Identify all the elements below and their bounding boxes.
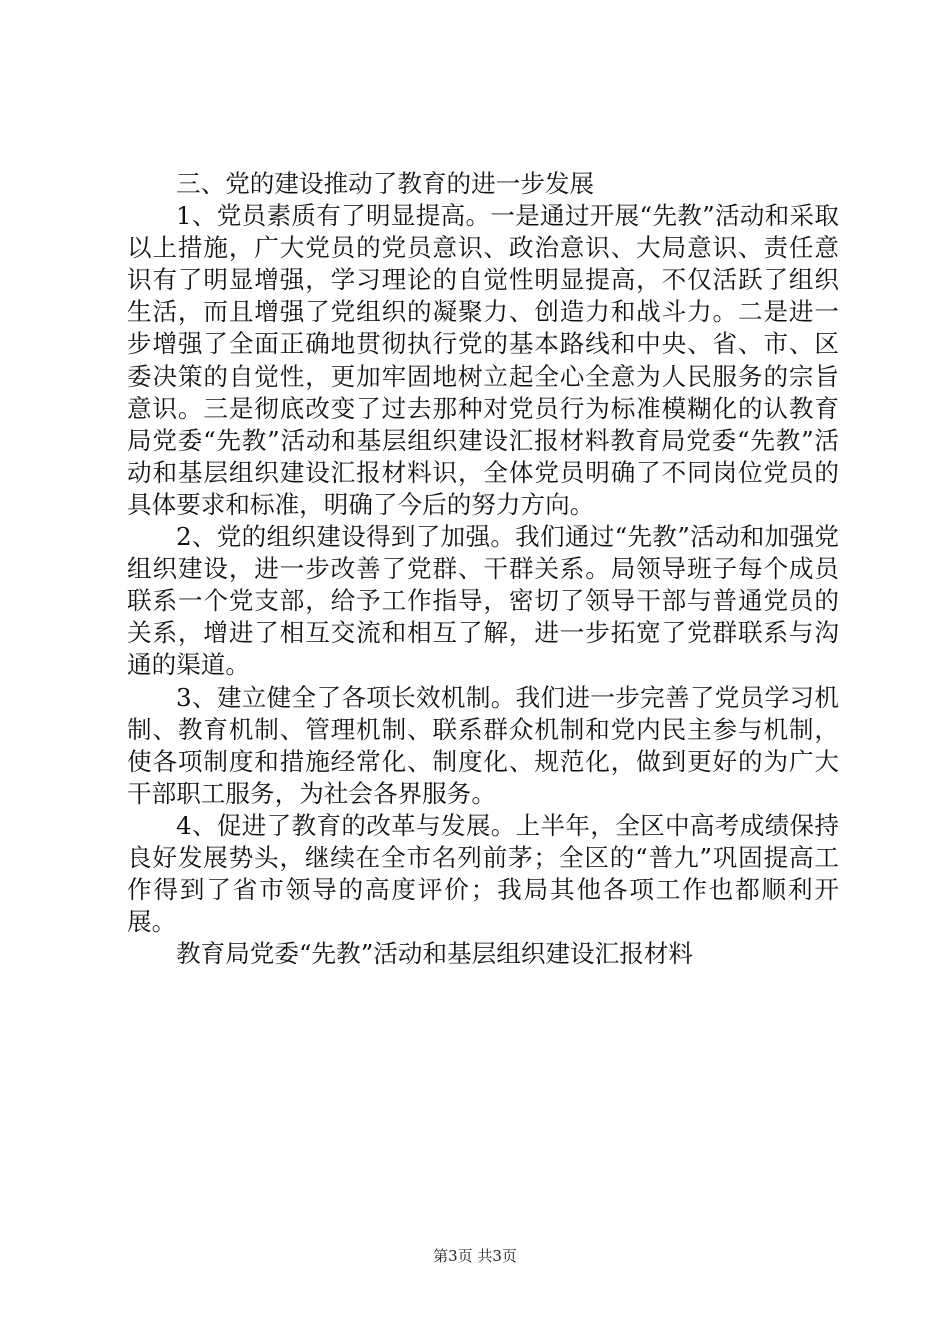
paragraph-4: 4、促进了教育的改革与发展。上半年，全区中高考成绩保持良好发展势头，继续在全市名列前茅；全区的“普九”巩固提高工作得到了省市领导的高度评价；我局其他各项工作也都顺利开展。 xyxy=(127,810,839,937)
paragraph-3: 3、建立健全了各项长效机制。我们进一步完善了党员学习机制、教育机制、管理机制、联系群众机制和党内民主参与机制，使各项制度和措施经常化、制度化、规范化，做到更好的为广大干部职工服务，为社会各界服务。 xyxy=(127,682,839,808)
section-heading: 三、党的建设推动了教育的进一步发展 xyxy=(176,169,595,198)
document-body xyxy=(127,168,839,970)
page-footer: 第3页 共3页 xyxy=(433,1247,517,1265)
paragraph-2: 2、党的组织建设得到了加强。我们通过“先教”活动和加强党组织建设，进一步改善了党群、干群关系。局领导班子每个成员联系一个党支部，给予工作指导，密切了领导干部与普通党员的关系，增进了相互交流和相互了解，进一步拓宽了党群联系与沟通的渠道。 xyxy=(127,522,839,680)
closing-title: 教育局党委“先教”活动和基层组织建设汇报材料 xyxy=(176,939,694,969)
paragraph-1: 1、党员素质有了明显提高。一是通过开展“先教”活动和采取以上措施，广大党员的党员意识、政治意识、大局意识、责任意识有了明显增强，学习理论的自觉性明显提高，不仅活跃了组织生活，而且增强了党组织的凝聚力、创造力和战斗力。二是进一步增强了全面正确地贯彻执行党的基本路线和中央、省、市、区委决策的自觉性，更加牢固地树立起全心全意为人民服务的宗旨意识。三是彻底改变了过去那种对党员行为标准模糊化的认教育局党委“先教”活动和基层组织建设汇报材料教育局党委“先教”活动和基层组织建设汇报材料识，全体党员明确了不同岗位党员的具体要求和标准，明确了今后的努力方向。 xyxy=(127,201,839,519)
